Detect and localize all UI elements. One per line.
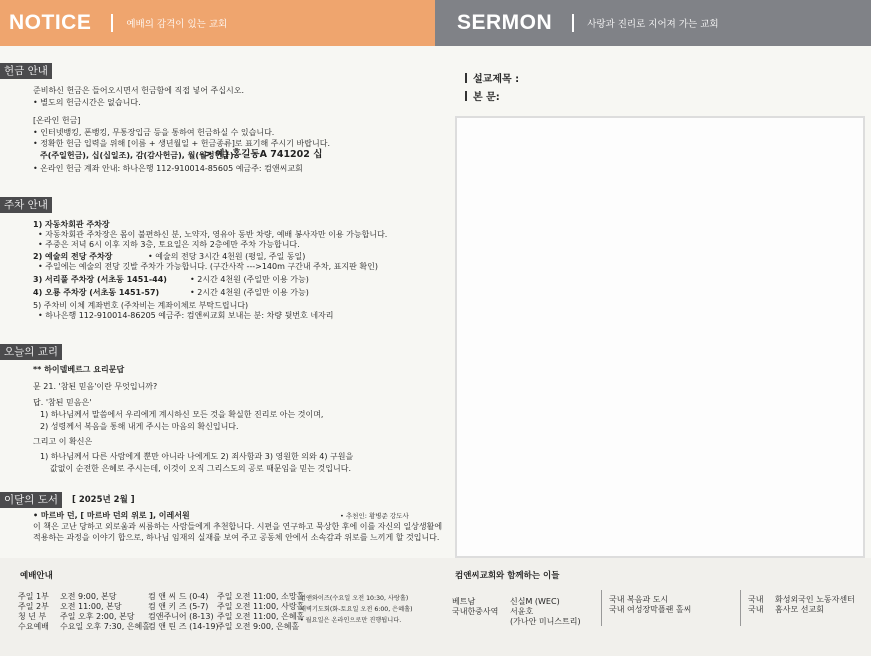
partner-name: 신실M (WEC) bbox=[510, 597, 560, 606]
sermon-title: SERMON bbox=[457, 11, 553, 34]
sermon-header bbox=[435, 0, 871, 46]
partner-name: 국내 여성장막플랜 홀씨 bbox=[609, 605, 692, 614]
book-title: • 마르바 던, [ 마르바 던의 위로 ], 이레서원 bbox=[33, 511, 190, 520]
offering-account: • 온라인 헌금 계좌 안내: 하나은행 112-910014-85605 예금주: 컴앤씨교회 bbox=[33, 164, 303, 173]
parking-account: • 하나은행 112-910014-86205 예금주: 컴앤씨교회 보내는 분: 차량 뒷번호 네자리 bbox=[38, 311, 334, 320]
worship-cell: 주일 오전 11:00, 소망홀 bbox=[217, 592, 305, 601]
worship-extra: 컴앤와이즈(수요일 오전 10:30, 사랑홀) bbox=[300, 595, 409, 602]
partner-name: 국내 복음과 도시 bbox=[609, 595, 669, 604]
doctrine-line: 1) 하나님께서 말씀에서 우리에게 계시하신 모든 것을 확실한 진리로 아는 것이며, bbox=[40, 410, 324, 419]
worship-cell: 수요예배 bbox=[18, 622, 49, 631]
worship-cell: 주일 오전 11:00, 은혜홀 bbox=[217, 612, 305, 621]
sermon-subtitle: 사랑과 진리로 지어져 가는 교회 bbox=[587, 19, 719, 30]
book-desc: 이 책은 고난 당하고 외로움과 씨름하는 사람들에게 추천합니다. 시편을 연구하고 묵상한 후에 이를 자신의 일상생활에 bbox=[33, 522, 443, 531]
worship-cell: 오전 9:00, 본당 bbox=[60, 592, 117, 601]
book-desc: 적용하는 과정을 이야기 합으로, 하나님 임재의 실재를 보여 주고 공동체 안에서 소속감과 위로를 느끼게 할 것입니다. bbox=[33, 533, 440, 542]
partners-divider bbox=[601, 590, 602, 626]
worship-cell: 컴앤주니어 (8-13) bbox=[148, 612, 214, 621]
partners-divider bbox=[740, 590, 741, 626]
worship-cell: 컴 앤 키 즈 (5-7) bbox=[148, 602, 209, 611]
header-divider bbox=[111, 14, 113, 32]
notice-title: NOTICE bbox=[9, 11, 92, 34]
worship-cell: 주일 오전 9:00, 은혜홀 bbox=[217, 622, 300, 631]
header-divider bbox=[572, 14, 574, 32]
worship-cell: 컴 앤 틴 즈 (14-19) bbox=[148, 622, 219, 631]
doctrine-tag: 오늘의 교리 bbox=[0, 344, 62, 360]
doctrine-question: 문 21. '참된 믿음'이란 무엇입니까? bbox=[33, 382, 158, 391]
parking-item: 2) 예술의 전당 주차장 bbox=[33, 252, 113, 261]
worship-cell: 오전 11:00, 본당 bbox=[60, 602, 122, 611]
doctrine-answer: 답. '참된 믿음은' bbox=[33, 398, 92, 407]
worship-cell: 청 년 부 bbox=[18, 612, 47, 621]
offering-line: • 정확한 헌금 입력을 위해 [이름 + 생년월일 + 헌금종류]로 표기해 주시기 바랍니다. bbox=[33, 139, 330, 148]
offering-line: [온라인 헌금] bbox=[33, 116, 81, 125]
notice-subtitle: 예배의 감격이 있는 교회 bbox=[126, 19, 228, 30]
worship-cell: 주일 1부 bbox=[18, 592, 49, 601]
parking-item: 5) 주차비 이체 계좌번호 (주차비는 계좌이체로 부탁드립니다) bbox=[33, 301, 249, 310]
worship-cell: 주일 오후 2:00, 본당 bbox=[60, 612, 135, 621]
notice-header bbox=[0, 0, 435, 46]
parking-tag: 주차 안내 bbox=[0, 197, 52, 213]
doctrine-line: 그리고 이 확신은 bbox=[33, 437, 93, 446]
parking-line: • 주일에는 예술의 전당 깃발 주차가 가능합니다. (구간사작 --->140m 구간내 주차, 표지판 확인) bbox=[38, 262, 379, 271]
parking-line: • 2시간 4천원 (주일만 이용 가능) bbox=[190, 275, 309, 284]
offering-line: 주(주일헌금), 십(십일조), 감(감사헌금), 월(월정헌금) bbox=[40, 151, 234, 160]
partner-region: 국내한중사역 bbox=[452, 607, 499, 616]
worship-cell: 주일 오전 11:00, 사랑홀 bbox=[217, 602, 305, 611]
parking-line: • 자동차회관 주차장은 몸이 불편하신 분, 노약자, 영유아 동반 차량, 예배 봉사자만 이용 가능합니다. bbox=[38, 230, 388, 239]
sermon-notes-box bbox=[455, 116, 865, 558]
parking-line: • 예술의 전당 3시간 4천원 (평일, 주일 동일) bbox=[148, 252, 306, 261]
partner-name: (가나안 미니스트리) bbox=[510, 617, 581, 626]
sermon-title-label: 설교제목 : bbox=[465, 70, 519, 85]
parking-item: 3) 서리풀 주차장 (서초동 1451-44) bbox=[33, 275, 167, 284]
worship-note: • 월요일은 온라인으로만 진행됩니다. bbox=[300, 617, 402, 624]
doctrine-line: 1) 하나님께서 다른 사람에게 뿐만 아니라 나에게도 2) 죄사함과 3) 영원한 의와 4) 구원을 bbox=[40, 452, 354, 461]
worship-title: 예배안내 bbox=[20, 571, 53, 581]
book-tag: 이달의 도서 bbox=[0, 492, 62, 508]
book-month: [ 2025년 2월 ] bbox=[72, 495, 135, 505]
partners-title: 컴앤씨교회와 함께하는 이들 bbox=[455, 571, 560, 581]
offering-example: -> 예) 홍길동A 741202 십 bbox=[200, 149, 323, 160]
partner-name: 서윤호 bbox=[510, 607, 534, 616]
partner-name: 홈사모 선교회 bbox=[775, 605, 824, 614]
worship-cell: 수요일 오후 7:30, 은혜홀 bbox=[60, 622, 150, 631]
offering-line: • 별도의 헌금시간은 없습니다. bbox=[33, 98, 141, 107]
offering-line: • 인터넷뱅킹, 폰뱅킹, 무통장입금 등을 통하여 헌금하실 수 있습니다. bbox=[33, 128, 275, 137]
partner-region: 국내 bbox=[748, 605, 764, 614]
book-recommender: • 추천인: 황병준 강도사 bbox=[340, 512, 409, 520]
sermon-text-label: 본 문: bbox=[465, 88, 500, 103]
parking-item: 4) 오룡 주차장 (서초동 1451-57) bbox=[33, 288, 160, 297]
parking-line: • 2시간 4천원 (주일만 이용 가능) bbox=[190, 288, 309, 297]
worship-cell: 컴 앤 씨 드 (0-4) bbox=[148, 592, 209, 601]
partner-region: 베트남 bbox=[452, 597, 476, 606]
parking-item: 1) 자동차회관 주차장 bbox=[33, 220, 110, 229]
offering-line: 준비하신 헌금은 들어오시면서 헌금함에 직접 넣어 주십시오. bbox=[33, 86, 244, 95]
partner-name: 화성외국인 노동자센터 bbox=[775, 595, 855, 604]
doctrine-line: 값없이 순전한 은혜로 주시는데, 이것이 오직 그리스도의 공로 때문임을 믿는 것입니다. bbox=[50, 464, 351, 473]
offering-tag: 헌금 안내 bbox=[0, 63, 52, 79]
parking-line: • 주중은 저녁 6시 이후 지하 3층, 토요일은 지하 2층에만 주차 가능합니다. bbox=[38, 240, 300, 249]
partner-region: 국내 bbox=[748, 595, 764, 604]
worship-cell: 주일 2부 bbox=[18, 602, 49, 611]
doctrine-heading: ** 하이델베르그 요리문답 bbox=[33, 365, 125, 374]
doctrine-line: 2) 성령께서 복음을 통해 내게 주시는 마음의 확신입니다. bbox=[40, 422, 239, 431]
worship-extra: 새벽기도회(화-토요일 오전 6:00, 은혜홀) bbox=[300, 606, 413, 613]
